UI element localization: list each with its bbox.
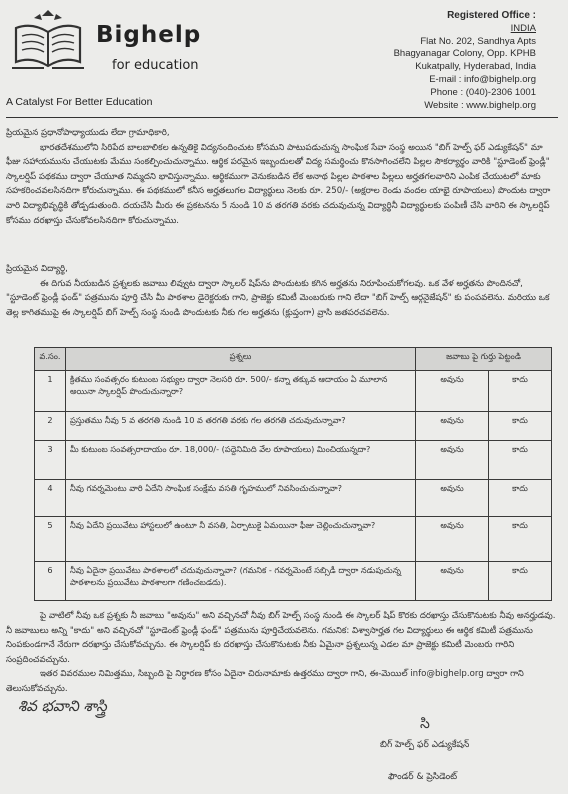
closing-section (6, 609, 556, 697)
brand-name: Bighelp (96, 22, 202, 48)
header-divider (6, 117, 558, 118)
col-header-questions: ప్రశ్నలు (66, 348, 416, 371)
salutation-student: ప్రియమైన విద్యార్థి, (6, 264, 68, 274)
registered-office-block (336, 10, 536, 112)
table-row (35, 412, 552, 441)
intro-paragraph: భారతదేశములోని సిరిపేద బాలబాలికల ఉన్నతికై విద్యనందించుట కోసమని పాటుపడుచున్న సాంఘిక సేవా సంస్థ అయిన "బిగ్ హెల్ప్ ఫర్ ఎడ్యుకేషన్" మా ఫీజు సహాయమును చేయుటకు మేము సంకల్పించుచున్నాము. ఆర్థిక పరమైన ఇబ్బందులతో విద్య సమర్థించు కొనసాగించలేని పిల్లల సౌకర్యార్థం వారికి "స్టూడెంట్ ఫ్రెండ్లీ" స్కాలర్షిప్ పథకము ద్వారా చేయూత నిమ్మదని భావిస్తున్నాము. ఆర్థికముగా వెనుకబడిన లేక అనాథ పిల్లల పాఠశాల పిల్లలు అర్హతగలవారిని ఎంపిక చేయుటలో మాకు సహకరించవలసినదిగా కోరుచున్నాము. ఈ పథకములో కనీస అర్హతలుగల విద్యార్థులు నెలకు రూ. 250/- (అక్షరాల రెండు వందల యాభై రూపాయలు) పొందుట ద్వారా వారి విద్యాభివృద్ధికి తోడ్పడుతుంది. దయచేసి మీరు ఈ ప్రకటనను 5 నుండి 10 వ తరగతి వరకు చదువుచున్న విద్యార్థినీ విద్యార్థులకు పంపిణీ చేసి వారిని ఈ స్కాలర్షిప్ కోసము దరఖాస్తు చేసుకోవలసినదిగా కోరుచున్నాము. (6, 142, 551, 226)
office-line: Kukatpally, Hyderabad, India (415, 61, 536, 73)
answer-no[interactable]: కాదు (489, 517, 552, 562)
row-question: నీవు ఏదైనా ప్రయివేటు పాఠశాలలో చదువుచున్నావా? (గమనిక - గవర్నమెంటే సబ్సిడీ ద్వారా నడుపుచున్న పాఠశాలను ప్రయివేటు పాఠశాలగా గణించబడదు). (66, 562, 416, 601)
signatory-organization: బిగ్ హెల్ప్ ఫర్ ఎడ్యుకేషన్ (380, 740, 470, 750)
answer-no[interactable]: కాదు (489, 480, 552, 517)
brand-subtitle: for education (112, 58, 199, 73)
student-paragraph: ఈ దిగువ నీయబడిన ప్రశ్నలకు జవాబు లివ్వుట ద్వారా స్కాలర్ షిప్‌ను పొందుటకు కగిన అర్హతను నిరూపించుకోగలవు. ఒక వేళ అర్హతను పొందినచో, "స్టూడెంట్ ఫ్రెండ్లీ ఫండ్" పత్రమును పూర్తి చేసి మీ పాఠశాల డైరెక్టరుకు గాని, ప్రాజెక్టు కమిటీ మెంబరుకు గాని లేదా "బిగ్ హెల్ప్ ఆర్గనైజేషన్" కు పంపవలెను. మరియు ఒక తెల్ల కాగితముపై ఈ స్కాలర్షిప్ బిగ్ హెల్ప్ సంస్థ నుండి పొందుటకు నీకు గల అర్హతను (క్లుప్తంగా) వ్రాసి జతపరచవలెను. (6, 278, 550, 318)
handwritten-signature: శివ భవాని శాస్త్రి (18, 697, 107, 715)
office-title: Registered Office : (447, 10, 536, 21)
answer-no[interactable]: కాదు (489, 371, 552, 412)
row-question: మీ కుటుంబ సంవత్సరాదాయం రూ. 18,000/- (పద్దెనిమిది వేల రూపాయలు) మించియున్నదా? (66, 441, 416, 480)
answer-no[interactable]: కాదు (489, 441, 552, 480)
answer-yes[interactable]: అవును (416, 371, 489, 412)
row-number: 3 (35, 441, 66, 480)
intro-section (6, 126, 556, 228)
table-row (35, 441, 552, 480)
row-question: క్రితము సంవత్సరం కుటుంబ సభ్యుల ద్వారా నెలసరి రూ. 500/- కన్నా తక్కువ ఆదాయం ఏ మూలాన అయినా స్కాలర్షిప్ పొందుచున్నారా? (66, 371, 416, 412)
office-phone: Phone : (040)-2306 1001 (430, 86, 536, 98)
open-book-logo-icon (8, 10, 88, 80)
row-question: ప్రస్తుతము నీవు 5 వ తరగతి నుండి 10 వ తరగతి వరకు గల తరగతి చదువుచున్నావా? (66, 412, 416, 441)
table-row (35, 480, 552, 517)
answer-yes[interactable]: అవును (416, 517, 489, 562)
signatory-role: ఫౌండర్ & ప్రెసిడెంట్ (388, 772, 458, 782)
col-header-answer: జవాబు పై గుర్తు పెట్టండి (416, 348, 552, 371)
answer-no[interactable]: కాదు (489, 562, 552, 601)
tagline: A Catalyst For Better Education (6, 96, 153, 108)
answer-yes[interactable]: అవును (416, 412, 489, 441)
signature-mark: సి (420, 716, 430, 732)
answer-no[interactable]: కాదు (489, 412, 552, 441)
office-website[interactable]: Website : www.bighelp.org (424, 99, 536, 111)
student-section (6, 262, 556, 320)
row-question: నీవు గవర్నమెంటు వారి ఏదేని సాంఘిక సంక్షేమ వసతి గృహములో నివసించుచున్నావా? (66, 480, 416, 517)
col-header-number: వ.సం. (35, 348, 66, 371)
table-header-row (35, 348, 552, 371)
eligibility-table (34, 347, 552, 601)
office-email[interactable]: E-mail : info@bighelp.org (429, 73, 536, 85)
contact-paragraph: ఇతర వివరముల నిమిత్తము, సిబ్బంది పై నిర్ధారణ కోసం ఏదైనా చిరునామాకు ఉత్తరము ద్వారా గాని, ఈ-మెయిల్ info@bighelp.org ద్వారా గాని తెలుసుకోవచ్చును. (6, 669, 524, 694)
answer-yes[interactable]: అవును (416, 480, 489, 517)
salutation-principal: ప్రియమైన ప్రధానోపాధ్యాయుడు లేదా గ్రామాధికారి, (6, 128, 170, 138)
closing-paragraph: పై వాటిలో నీవు ఒక ప్రశ్నకు నీ జవాబు "అవును" అని వచ్చినచో నీవు బిగ్ హెల్ప్ సంస్థ నుండి ఈ స్కాలర్ షిప్ కొరకు దరఖాస్తు చేసుకొనుటకు నీవు అనర్హుడవు. నీ జవాబులు అన్ని "కాదు" అని వచ్చినచో "స్టూడెంట్ ఫ్రెండ్లీ ఫండ్" పత్రమును పూర్తిచేయవలెను. గమనిక: విశ్వాసార్హత గల విద్యార్థులు ఈ ఆర్థిక కమిటీ పత్రమును నింపకుండగానే నేరుగా దరఖాస్తు చేసుకోవచ్చును. ఈ స్కాలర్షిప్ కు దరఖాస్తు చేసుకొనుటకు నీకు ఏమైనా ప్రశ్నలున్న ఎడల మా ప్రాజెక్టు కమిటీ మెంబరు గారిని సంప్రదించవచ్చును. (6, 611, 556, 665)
office-line: Flat No. 202, Sandhya Apts (420, 35, 536, 47)
office-line: INDIA (510, 22, 536, 34)
row-number: 1 (35, 371, 66, 412)
row-number: 4 (35, 480, 66, 517)
row-question: నీవు ఏదేని ప్రయివేటు హాస్టలులో ఉంటూ నీ వసతి, ఏర్పాటుకై ఏమయినా ఫీజు చెల్లించుచున్నావా? (66, 517, 416, 562)
answer-yes[interactable]: అవును (416, 441, 489, 480)
row-number: 2 (35, 412, 66, 441)
answer-yes[interactable]: అవును (416, 562, 489, 601)
row-number: 5 (35, 517, 66, 562)
table-row (35, 517, 552, 562)
row-number: 6 (35, 562, 66, 601)
table-row (35, 371, 552, 412)
table-row (35, 562, 552, 601)
office-line: Bhagyanagar Colony, Opp. KPHB (393, 48, 536, 60)
